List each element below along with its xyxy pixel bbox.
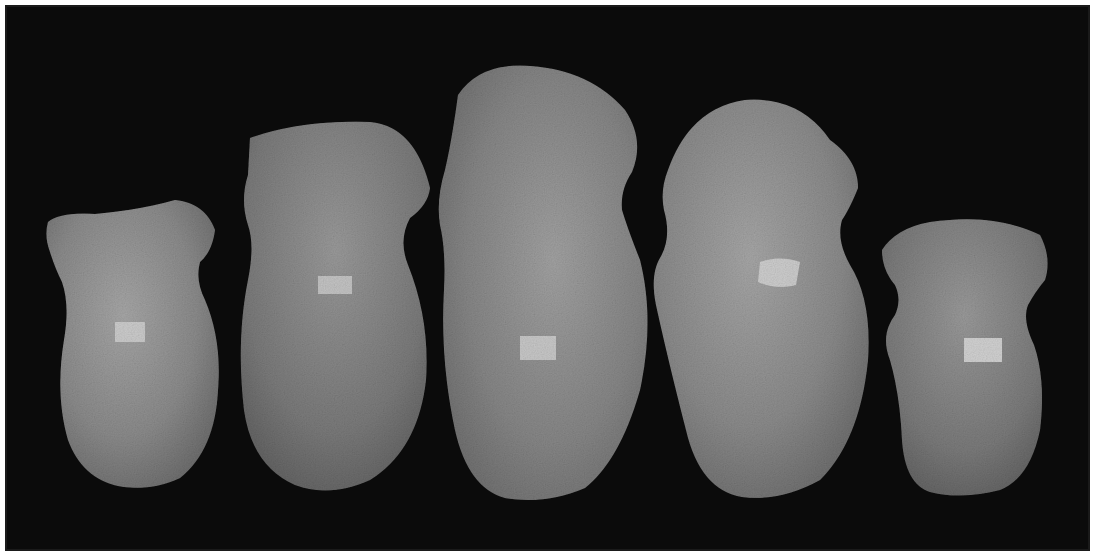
catalog-label xyxy=(758,259,800,287)
stone-axe-1 xyxy=(46,200,218,488)
stone-axe-2 xyxy=(241,122,430,491)
catalog-label xyxy=(318,276,352,294)
catalog-label xyxy=(964,338,1002,362)
stone-axe-3 xyxy=(439,66,648,500)
catalog-label xyxy=(115,322,145,342)
stone-axe-5 xyxy=(882,219,1048,495)
catalog-label xyxy=(520,336,556,360)
